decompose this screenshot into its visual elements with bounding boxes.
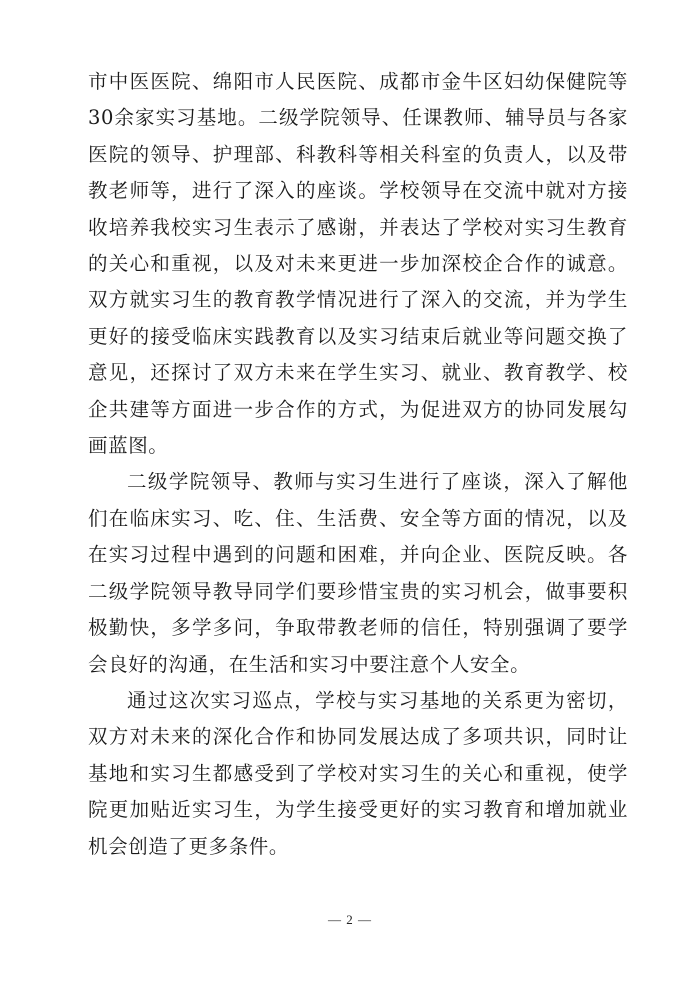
page-number: — 2 — bbox=[328, 912, 372, 927]
paragraph-3: 通过这次实习巡点，学校与实习基地的关系更为密切，双方对未来的深化合作和协同发展达成了多项共识，同时让基地和实习生都感受到了学校对实习生的关心和重视，使学院更加贴近实习生，为学生接受更好的实习教育和增加就业机会创造了更多条件。 bbox=[88, 688, 628, 858]
paragraph-2: 二级学院领导、教师与实习生进行了座谈，深入了解他们在临床实习、吃、住、生活费、安全等方面的情况，以及在实习过程中遇到的问题和困难，并向企业、医院反映。各二级学院领导教导同学们要珍惜宝贵的实习机会，做事要积极勤快，多学多问，争取带教老师的信任，特别强调了要学会良好的沟通，在生活和实习中要注意个人安全。 bbox=[88, 470, 628, 676]
paragraph-1: 市中医医院、绵阳市人民医院、成都市金牛区妇幼保健院等30余家实习基地。二级学院领导、任课教师、辅导员与各家医院的领导、护理部、科教科等相关科室的负责人，以及带教老师等，进行了深入的座谈。学校领导在交流中就对方接收培养我校实习生表示了感谢，并表达了学校对实习生教育的关心和重视，以及对未来更进一步加深校企合作的诚意。双方就实习生的教育教学情况进行了深入的交流，并为学生更好的接受临床实践教育以及实习结束后就业等问题交换了意见，还探讨了双方未来在学生实习、就业、教育教学、校企共建等方面进一步合作的方式，为促进双方的协同发展勾画蓝图。 bbox=[88, 70, 628, 458]
document-body bbox=[88, 64, 628, 865]
